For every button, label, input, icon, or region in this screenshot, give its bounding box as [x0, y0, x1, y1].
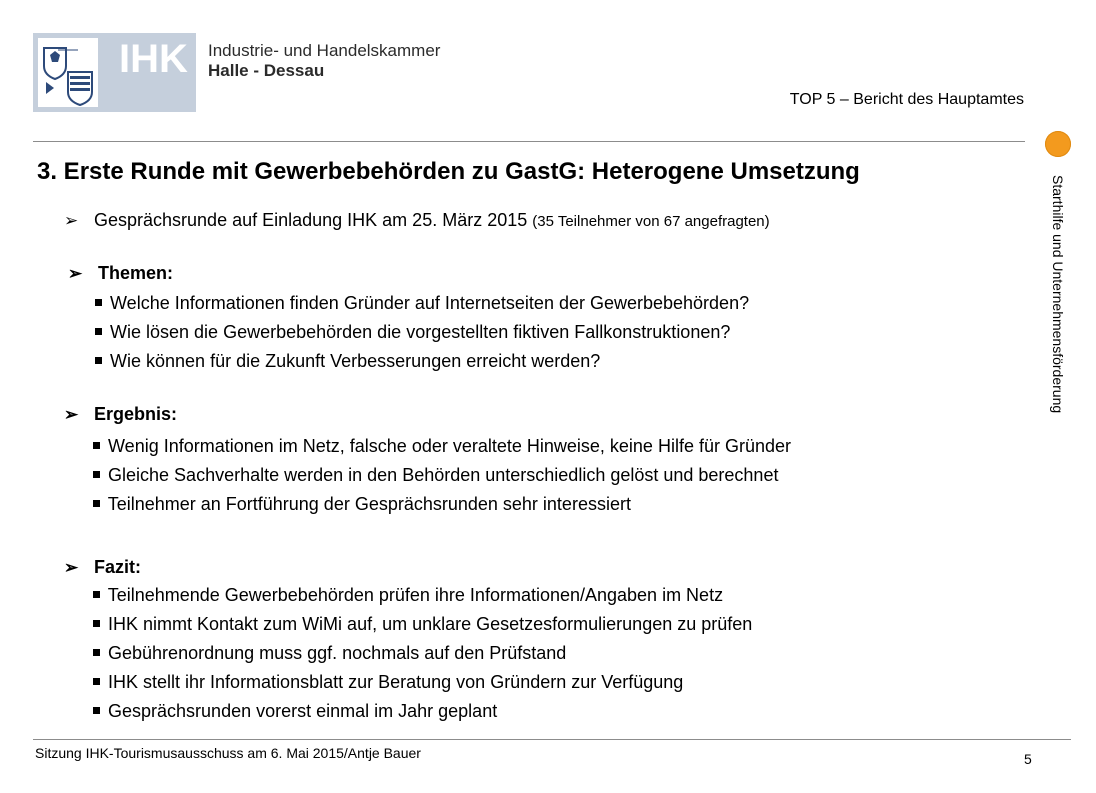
list-item [95, 351, 600, 372]
agenda-label: TOP 5 – Bericht des Hauptamtes [789, 91, 1024, 108]
footer-text: Sitzung IHK-Tourismusausschuss am 6. Mai 2015/Antje Bauer [35, 745, 421, 761]
slide-title: 3. Erste Runde mit Gewerbebehörden zu GastG: Heterogene Umsetzung [37, 158, 860, 185]
list-item-text: Welche Informationen finden Gründer auf Internetseiten der Gewerbebehörden? [110, 293, 750, 313]
logo-acronym: IHK [119, 37, 188, 81]
coat-of-arms-icon [38, 38, 98, 107]
square-bullet-icon [93, 643, 103, 664]
intro-note: (35 Teilnehmer von 67 angefragten) [532, 213, 770, 230]
list-item [93, 436, 791, 457]
list-item-text: IHK nimmt Kontakt zum WiMi auf, um unklare Gesetzesformulierungen zu prüfen [108, 614, 753, 634]
themen-heading [68, 263, 173, 284]
list-item-text: Gesprächsrunden vorerst einmal im Jahr geplant [108, 701, 498, 721]
square-bullet-icon [95, 322, 105, 343]
square-bullet-icon [95, 293, 105, 314]
side-section-label: Starthilfe und Unternehmensförderung [1050, 175, 1066, 414]
org-name-line1: Industrie- und Handelskammer [208, 41, 441, 60]
fazit-heading [64, 557, 141, 578]
square-bullet-icon [93, 494, 103, 515]
coat-of-arms-panel [38, 38, 98, 107]
square-bullet-icon [93, 614, 103, 635]
list-item-text: Wenig Informationen im Netz, falsche oder veraltete Hinweise, keine Hilfe für Gründer [108, 436, 791, 456]
ihk-logo [33, 33, 196, 112]
header-divider [33, 141, 1025, 142]
footer-divider [33, 739, 1071, 740]
list-item [93, 701, 497, 722]
arrow-bullet-icon: ➢ [68, 264, 83, 283]
list-item-text: IHK stellt ihr Informationsblatt zur Beratung von Gründern zur Verfügung [108, 672, 684, 692]
list-item [93, 672, 683, 693]
list-item [95, 322, 730, 343]
intro-bullet [64, 210, 770, 231]
square-bullet-icon [95, 351, 105, 372]
list-item-text: Teilnehmer an Fortführung der Gesprächsrunden sehr interessiert [107, 494, 631, 514]
square-bullet-icon [93, 436, 103, 457]
list-item [95, 293, 749, 314]
list-item [93, 465, 778, 486]
arrow-bullet-icon: ➢ [64, 558, 79, 577]
page-number: 5 [1024, 751, 1032, 767]
list-item-text: Teilnehmende Gewerbebehörden prüfen ihre Informationen/Angaben im Netz [107, 585, 724, 605]
ergebnis-heading-text: Ergebnis: [94, 404, 178, 424]
square-bullet-icon [93, 465, 103, 486]
list-item-text: Gebührenordnung muss ggf. nochmals auf den Prüfstand [108, 643, 567, 663]
square-bullet-icon [93, 585, 103, 606]
square-bullet-icon [93, 672, 103, 693]
list-item-text: Gleiche Sachverhalte werden in den Behörden unterschiedlich gelöst und berechnet [108, 465, 779, 485]
list-item [93, 643, 566, 664]
arrow-bullet-icon: ➢ [64, 211, 79, 230]
fazit-heading-text: Fazit: [94, 557, 141, 577]
list-item [93, 585, 723, 606]
accent-dot [1045, 131, 1071, 157]
org-name-line2: Halle - Dessau [208, 61, 325, 80]
list-item [93, 614, 752, 635]
square-bullet-icon [93, 701, 103, 722]
ergebnis-heading [64, 404, 177, 425]
list-item [93, 494, 631, 515]
arrow-bullet-icon: ➢ [64, 405, 79, 424]
list-item-text: Wie können für die Zukunft Verbesserungen erreicht werden? [110, 351, 601, 371]
list-item-text: Wie lösen die Gewerbebehörden die vorgestellten fiktiven Fallkonstruktionen? [110, 322, 731, 342]
themen-heading-text: Themen: [98, 263, 174, 283]
intro-text: Gesprächsrunde auf Einladung IHK am 25. März 2015 [94, 210, 528, 230]
